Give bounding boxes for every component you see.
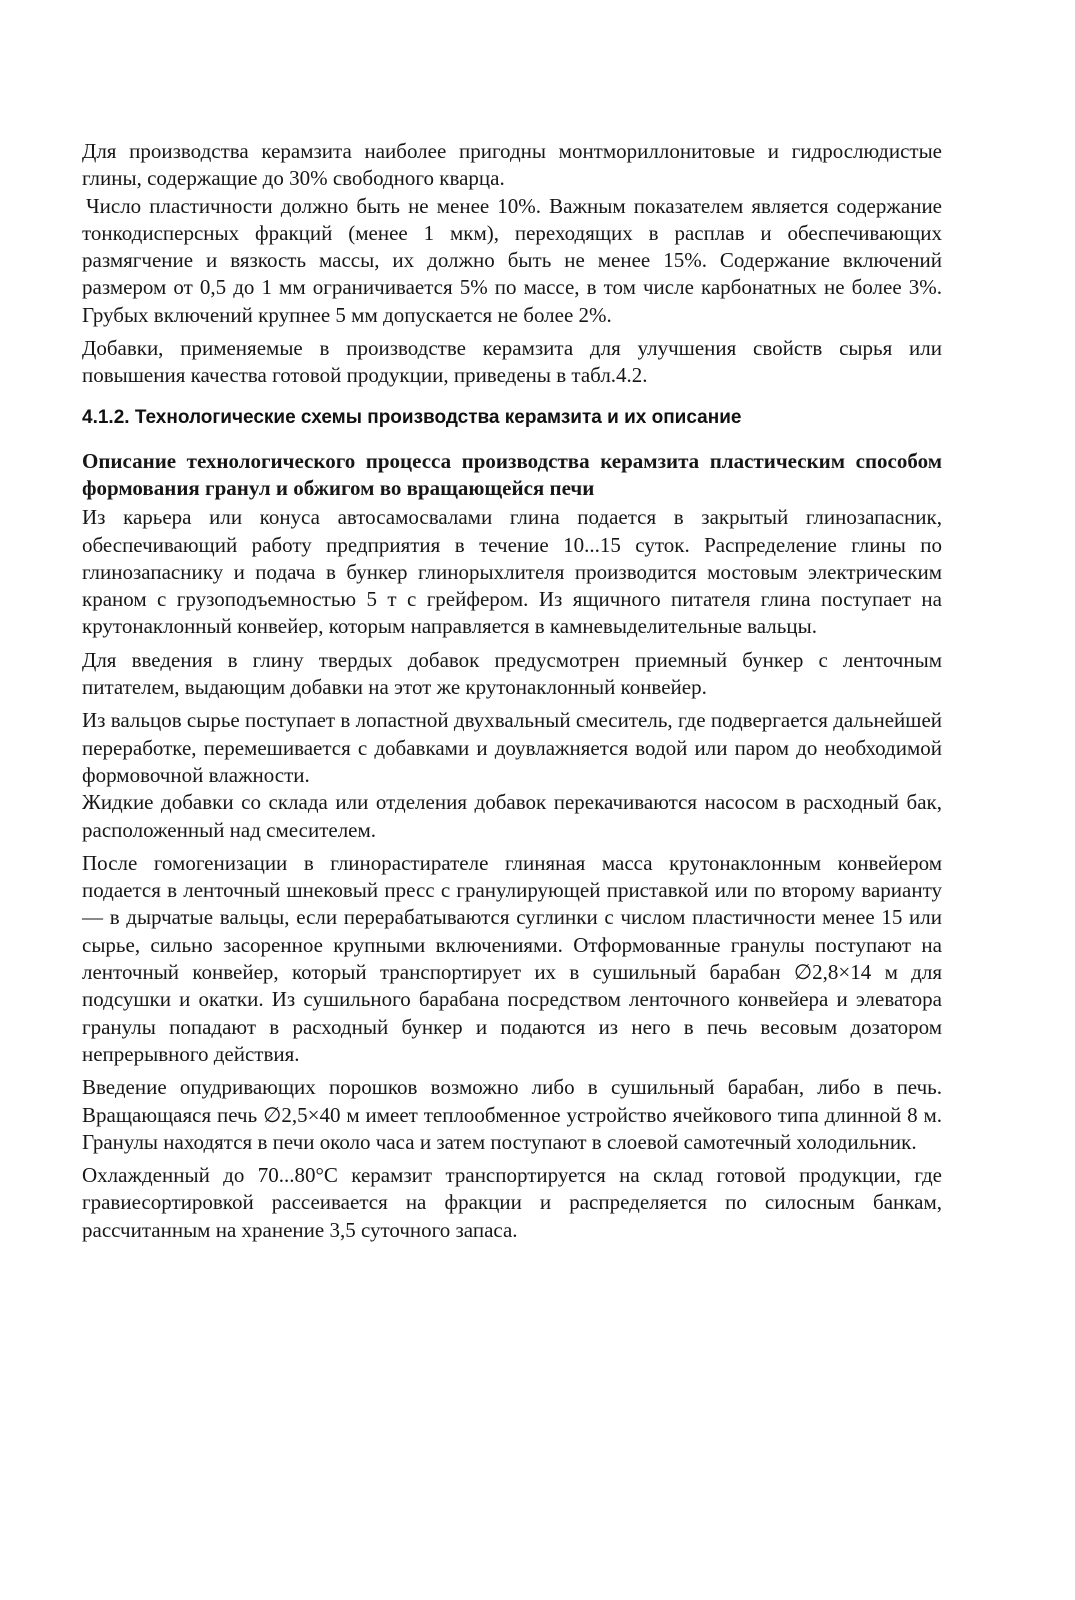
paragraph-main-7: Охлажденный до 70...80°С керамзит транспортируется на склад готовой продукции, где гравиесортировкой рассеивается на фракции и распределяется по силосным банкам, рассчитанным на хранение 3,5 суточного запаса. [82, 1163, 942, 1242]
paragraph-intro-2: Число пластичности должно быть не менее 10%. Важным показателем является содержание тонкодисперсных фракций (менее 1 мкм), переходящих в расплав и обеспечивающих размягчение и вязкость массы, их должно быть не менее 15%. Содержание включений размером от 0,5 до 1 мм ограничивается 5% по массе, в том числе карбонатных не более 3%. Грубых включений крупнее 5 мм допускается не более 2%. [82, 193, 942, 327]
paragraph-main-3: Из вальцов сырье поступает в лопастной двухвальный смеситель, где подвергается дальнейшей переработке, перемешивается с добавками и доувлажняется водой или паром до необходимой формовочной влажности. [82, 708, 942, 787]
paragraph-main-4: Жидкие добавки со склада или отделения добавок перекачиваются насосом в расходный бак, расположенный над смесителем. [82, 790, 942, 842]
paragraph-main-6: Введение опудривающих порошков возможно либо в сушильный барабан, либо в печь. Вращающаяся печь ∅2,5×40 м имеет теплообменное устройство ячейкового типа длинной 8 м. Гранулы находятся в печи около часа и затем поступают в слоевой самотечный холодильник. [82, 1075, 942, 1154]
paragraph-main-5: После гомогенизации в глинорастирателе глиняная масса крутонаклонным конвейером подается в ленточный шнековый пресс с гранулирующей приставкой или по второму варианту — в дырчатые вальцы, если перерабатываются суглинки с числом пластичности менее 15 или сырье, сильно засоренное крупными включениями. Отформованные гранулы поступают на ленточный конвейер, который транспортирует их в сушильный барабан ∅2,8×14 м для подсушки и окатки. Из сушильного барабана посредством ленточного конвейера и элеватора гранулы попадают в расходный бункер и подаются из него в печь весовым дозатором непрерывного действия. [82, 850, 942, 1066]
document-page [82, 138, 942, 1244]
subsection-heading: Описание технологического процесса производства керамзита пластическим способом формования гранул и обжигом во вращающейся печи [82, 448, 942, 500]
paragraph-main-1: Из карьера или конуса автосамосвалами глина подается в закрытый глинозапасник, обеспечивающий работу предприятия в течение 10...15 суток. Распределение глины по глинозапаснику и подача в бункер глинорыхлителя производится мостовым электрическим краном с грузоподъемностью 5 т с грейфером. Из ящичного питателя глина поступает на крутонаклонный конвейер, которым направляется в камневыделительные вальцы. [82, 505, 942, 639]
paragraph-intro-3: Добавки, применяемые в производстве керамзита для улучшения свойств сырья или повышения качества готовой продукции, приведены в табл.4.2. [82, 336, 942, 388]
paragraph-main-2: Для введения в глину твердых добавок предусмотрен приемный бункер с ленточным питателем, выдающим добавки на этот же крутонаклонный конвейер. [82, 647, 942, 700]
paragraph-intro-1: Для производства керамзита наиболее пригодны монтмориллонитовые и гидрослюдистые глины, содержащие до 30% свободного кварца. [82, 139, 942, 191]
section-heading: 4.1.2. Технологические схемы производства керамзита и их описание [82, 406, 742, 428]
